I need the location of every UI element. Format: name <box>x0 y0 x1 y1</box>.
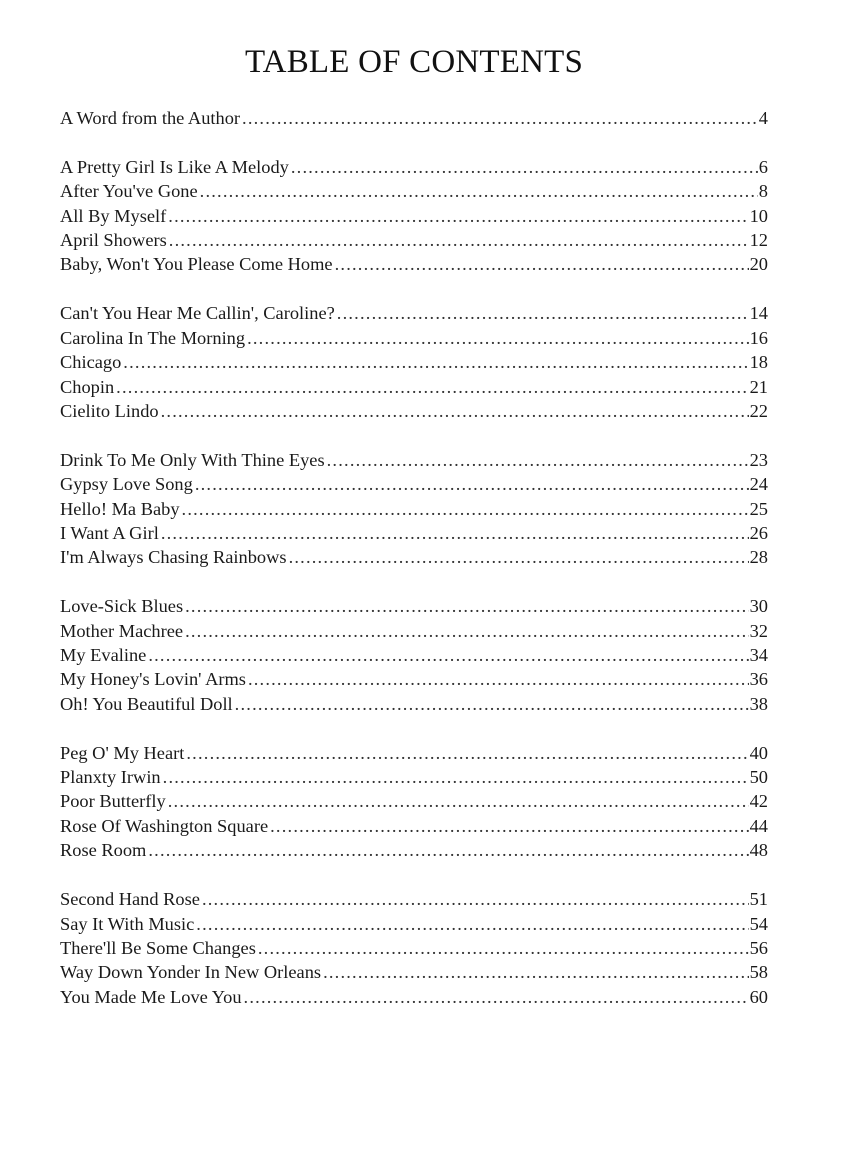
toc-entry-title: Way Down Yonder In New Orleans <box>60 962 322 983</box>
dot-leader <box>337 301 749 325</box>
toc-group <box>60 594 768 716</box>
toc-entry-page-number: 42 <box>749 791 768 812</box>
toc-entry-title: My Honey's Lovin' Arms <box>60 669 246 690</box>
toc-entry-page-number: 4 <box>758 108 768 128</box>
toc-entry-page-number: 24 <box>749 474 768 495</box>
toc-entry-title: You Made Me Love You <box>60 986 242 1007</box>
toc-entry-title: Can't You Hear Me Callin', Caroline? <box>60 303 335 324</box>
toc-entry-title: Peg O' My Heart <box>60 742 185 763</box>
toc-entry-title: Planxty Irwin <box>60 767 161 788</box>
toc-entry <box>60 228 768 252</box>
toc-entry-page-number: 60 <box>749 986 768 1007</box>
dot-leader <box>258 936 749 960</box>
dot-leader <box>200 179 758 203</box>
toc-entry-page-number: 18 <box>749 352 768 373</box>
toc-entry <box>60 765 768 789</box>
toc-entry-page-number: 21 <box>749 376 768 397</box>
toc-entry <box>60 155 768 179</box>
toc-entry-title: Cielito Lindo <box>60 400 159 421</box>
toc-entry-title: Rose Room <box>60 840 147 861</box>
toc-entry-page-number: 40 <box>749 742 768 763</box>
toc-entry-title: Oh! You Beautiful Doll <box>60 693 233 714</box>
toc-entry-page-number: 23 <box>749 449 768 470</box>
dot-leader <box>161 521 749 545</box>
toc-entry <box>60 497 768 521</box>
toc-entry-title: A Word from the Author <box>60 108 241 128</box>
dot-leader <box>123 350 748 374</box>
toc-entry-page-number: 22 <box>749 400 768 421</box>
toc-entry <box>60 179 768 203</box>
dot-leader <box>323 960 749 984</box>
toc-entry <box>60 326 768 350</box>
dot-leader <box>270 814 748 838</box>
toc-entry <box>60 350 768 374</box>
toc-entry-page-number: 26 <box>749 522 768 543</box>
toc-entry <box>60 545 768 569</box>
toc-entry-page-number: 38 <box>749 693 768 714</box>
toc-entry <box>60 667 768 691</box>
toc-entry-page-number: 16 <box>749 327 768 348</box>
toc-entry <box>60 838 768 862</box>
dot-leader <box>291 155 758 179</box>
table-of-contents <box>60 106 768 1034</box>
toc-entry-page-number: 44 <box>749 815 768 836</box>
toc-entry-page-number: 32 <box>749 620 768 641</box>
dot-leader <box>116 375 748 399</box>
toc-entry-title: Chicago <box>60 352 122 373</box>
dot-leader <box>161 399 749 423</box>
dot-leader <box>196 912 748 936</box>
toc-entry-page-number: 20 <box>749 254 768 275</box>
toc-entry-title: Rose Of Washington Square <box>60 815 269 836</box>
dot-leader <box>202 887 749 911</box>
toc-entry-title: A Pretty Girl Is Like A Melody <box>60 156 289 177</box>
dot-leader <box>163 765 749 789</box>
dot-leader <box>168 204 748 228</box>
toc-entry-title: Say It With Music <box>60 913 195 934</box>
dot-leader <box>242 106 758 130</box>
toc-entry-page-number: 14 <box>749 303 768 324</box>
dot-leader <box>327 448 749 472</box>
toc-entry-title: Hello! Ma Baby <box>60 498 180 519</box>
dot-leader <box>235 692 749 716</box>
toc-entry <box>60 887 768 911</box>
toc-group <box>60 301 768 423</box>
toc-entry-title: Mother Machree <box>60 620 184 641</box>
toc-entry-title: There'll Be Some Changes <box>60 937 256 958</box>
toc-entry-title: All By Myself <box>60 205 167 226</box>
toc-entry-page-number: 10 <box>749 205 768 226</box>
toc-entry-title: After You've Gone <box>60 181 198 202</box>
toc-group <box>60 448 768 570</box>
toc-entry <box>60 619 768 643</box>
toc-entry-title: My Evaline <box>60 645 147 666</box>
toc-entry <box>60 399 768 423</box>
toc-group <box>60 155 768 277</box>
toc-entry-page-number: 6 <box>758 156 768 177</box>
toc-group <box>60 106 768 130</box>
dot-leader <box>247 326 749 350</box>
toc-group <box>60 741 768 863</box>
toc-entry <box>60 814 768 838</box>
toc-entry-page-number: 28 <box>749 547 768 568</box>
toc-entry-title: Gypsy Love Song <box>60 474 193 495</box>
toc-entry <box>60 692 768 716</box>
toc-entry-title: I Want A Girl <box>60 522 159 543</box>
dot-leader <box>244 985 749 1009</box>
toc-entry-title: Carolina In The Morning <box>60 327 246 348</box>
toc-entry-page-number: 51 <box>749 889 768 910</box>
toc-entry <box>60 301 768 325</box>
dot-leader <box>169 228 749 252</box>
toc-entry-title: Drink To Me Only With Thine Eyes <box>60 449 325 470</box>
toc-entry-title: Baby, Won't You Please Come Home <box>60 254 333 275</box>
dot-leader <box>335 252 749 276</box>
toc-entry <box>60 448 768 472</box>
toc-group <box>60 887 768 1009</box>
toc-entry <box>60 960 768 984</box>
toc-entry-page-number: 12 <box>749 230 768 251</box>
toc-entry <box>60 912 768 936</box>
dot-leader <box>248 667 749 691</box>
toc-entry <box>60 375 768 399</box>
toc-entry <box>60 789 768 813</box>
toc-entry-title: Poor Butterfly <box>60 791 166 812</box>
dot-leader <box>289 545 749 569</box>
toc-entry <box>60 472 768 496</box>
dot-leader <box>182 497 749 521</box>
toc-entry-title: Second Hand Rose <box>60 889 200 910</box>
dot-leader <box>168 789 749 813</box>
toc-entry-page-number: 34 <box>749 645 768 666</box>
dot-leader <box>185 594 749 618</box>
toc-entry-page-number: 30 <box>749 596 768 617</box>
toc-entry <box>60 643 768 667</box>
dot-leader <box>148 643 748 667</box>
toc-entry <box>60 741 768 765</box>
toc-entry-page-number: 25 <box>749 498 768 519</box>
page-title: TABLE OF CONTENTS <box>244 44 584 80</box>
toc-entry <box>60 521 768 545</box>
toc-entry <box>60 204 768 228</box>
document-page <box>60 0 768 1007</box>
toc-entry-page-number: 36 <box>749 669 768 690</box>
dot-leader <box>195 472 749 496</box>
dot-leader <box>148 838 748 862</box>
toc-entry-title: Love-Sick Blues <box>60 596 184 617</box>
dot-leader <box>186 741 748 765</box>
toc-entry-page-number: 58 <box>749 962 768 983</box>
toc-entry <box>60 985 768 1009</box>
toc-entry-page-number: 50 <box>749 767 768 788</box>
toc-entry <box>60 936 768 960</box>
toc-entry <box>60 106 768 130</box>
toc-entry-page-number: 48 <box>749 840 768 861</box>
toc-entry-title: Chopin <box>60 376 115 397</box>
toc-entry-title: I'm Always Chasing Rainbows <box>60 547 287 568</box>
toc-entry-page-number: 54 <box>749 913 768 934</box>
toc-entry-page-number: 56 <box>749 937 768 958</box>
toc-entry <box>60 252 768 276</box>
toc-entry <box>60 594 768 618</box>
toc-entry-page-number: 8 <box>758 181 768 202</box>
dot-leader <box>185 619 749 643</box>
toc-entry-title: April Showers <box>60 230 167 251</box>
